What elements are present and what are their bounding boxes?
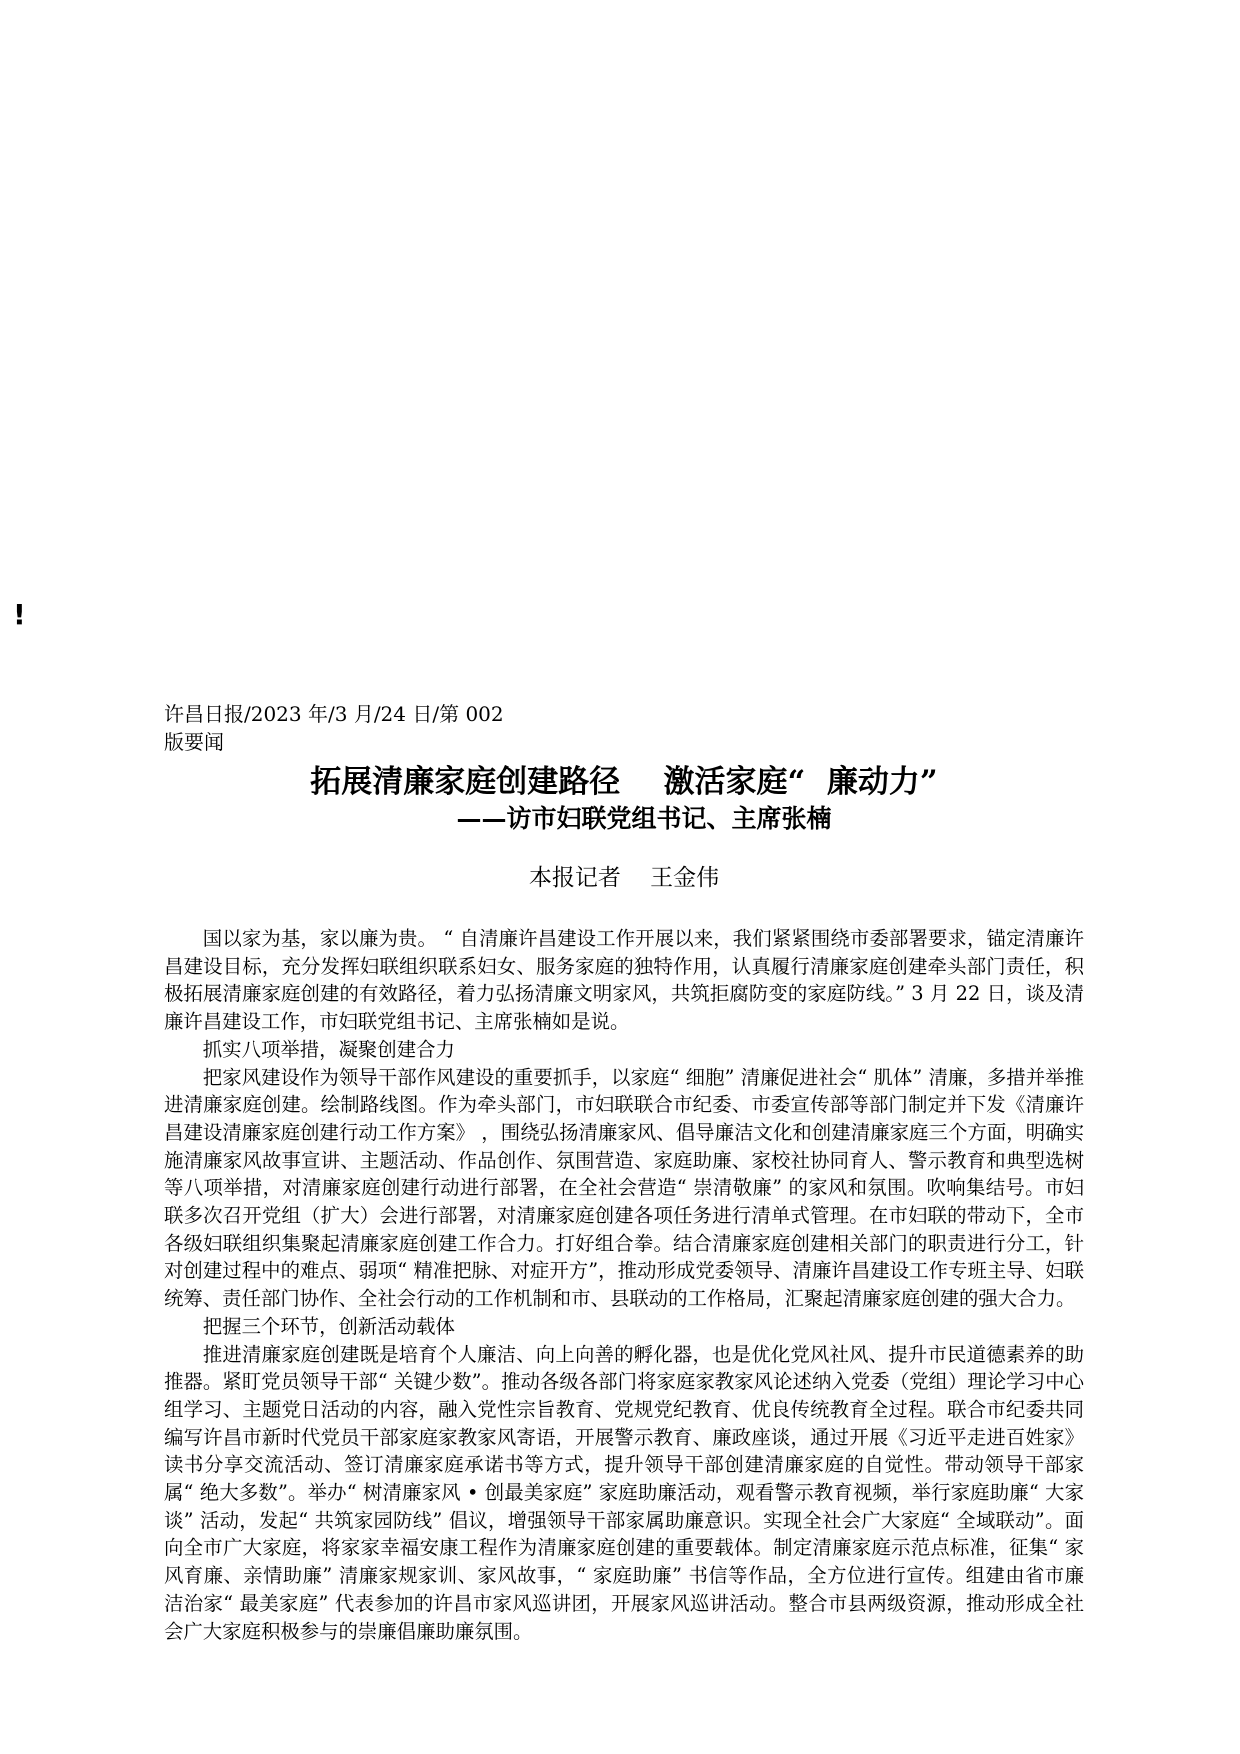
- publication-info: [164, 700, 764, 756]
- paragraph-intro: 国以家为基，家以廉为贵。 “ 自清廉许昌建设工作开展以来，我们紧紧围绕市委部署要求，锚定清廉许昌建设目标，充分发挥妇联组织联系妇女、服务家庭的独特作用，认真履行清廉家庭创建牵头部门责任，积极拓展清廉家庭创建的有效路径，着力弘扬清廉文明家风，共筑拒腐防变的家庭防线。” 3 月 22 日，谈及清廉许昌建设工作，市妇联党组书记、主席张楠如是说。: [164, 927, 1084, 1034]
- section-heading: 抓实八项举措，凝聚创建合力: [202, 1037, 455, 1061]
- section-heading: 把握三个环节，创新活动载体: [202, 1314, 455, 1338]
- byline: 本报记者 王金伟: [528, 865, 720, 891]
- article-body: [164, 925, 1084, 1645]
- paragraph: 推进清廉家庭创建既是培育个人廉洁、向上向善的孵化器，也是优化党风社风、提升市民道德素养的助推器。紧盯党员领导干部“ 关键少数”。推动各级各部门将家庭家教家风论述纳入党委（党组）理论学习中心组学习、主题党日活动的内容，融入党性宗旨教育、党规党纪教育、优良传统教育全过程。联合市纪委共同编写许昌市新时代党员干部家庭家教家风寄语，开展警示教育、廉政座谈，通过开展《习近平走进百姓家》读书分享交流活动、签订清廉家庭承诺书等方式，提升领导干部创建清廉家庭的自觉性。带动领导干部家属“ 绝大多数”。举办“ 树清廉家风 • 创最美家庭” 家庭助廉活动，观看警示教育视频，举行家庭助廉“ 大家谈” 活动，发起“ 共筑家园防线” 倡议，增强领导干部家属助廉意识。实现全社会广大家庭“ 全域联动”。面向全市广大家庭，将家家幸福安康工程作为清廉家庭创建的重要载体。制定清廉家庭示范点标准，征集“ 家风育廉、亲情助廉” 清廉家规家训、家风故事，“ 家庭助廉” 书信等作品，全方位进行宣传。组建由省市廉洁治家“ 最美家庭” 代表参加的许昌市家风巡讲团，开展家风巡讲活动。整合市县两级资源，推动形成全社会广大家庭积极参与的崇廉倡廉助廉氛围。: [164, 1342, 1084, 1643]
- headline-title: 拓展清廉家庭创建路径 激活家庭“ 廉动力”: [310, 764, 938, 800]
- headline-subtitle: ——访市妇联党组书记、主席张楠: [456, 804, 832, 833]
- exclamation-mark: !: [13, 598, 26, 631]
- section-line: 版要闻: [164, 730, 224, 754]
- source-line: 许昌日报/2023 年/3 月/24 日/第 002: [164, 702, 504, 726]
- paragraph: 把家风建设作为领导干部作风建设的重要抓手，以家庭“ 细胞” 清廉促进社会“ 肌体” 清廉，多措并举推进清廉家庭创建。绘制路线图。作为牵头部门，市妇联联合市纪委、市委宣传部等部门制定并下发《清廉许昌建设清廉家庭创建行动工作方案》 ，围绕弘扬清廉家风、倡导廉洁文化和创建清廉家庭三个方面，明确实施清廉家风故事宣讲、主题活动、作品创作、氛围营造、家庭助廉、家校社协同育人、警示教育和典型选树等八项举措，对清廉家庭创建行动进行部署，在全社会营造“ 崇清敬廉” 的家风和氛围。吹响集结号。市妇联多次召开党组（扩大）会进行部署，对清廉家庭创建各项任务进行清单式管理。在市妇联的带动下，全市各级妇联组织集聚起清廉家庭创建工作合力。打好组合拳。结合清廉家庭创建相关部门的职责进行分工，针对创建过程中的难点、弱项“ 精准把脉、对症开方”，推动形成党委领导、清廉许昌建设工作专班主导、妇联统筹、责任部门协作、全社会行动的工作机制和市、县联动的工作格局，汇聚起清廉家庭创建的强大合力。: [164, 1065, 1084, 1311]
